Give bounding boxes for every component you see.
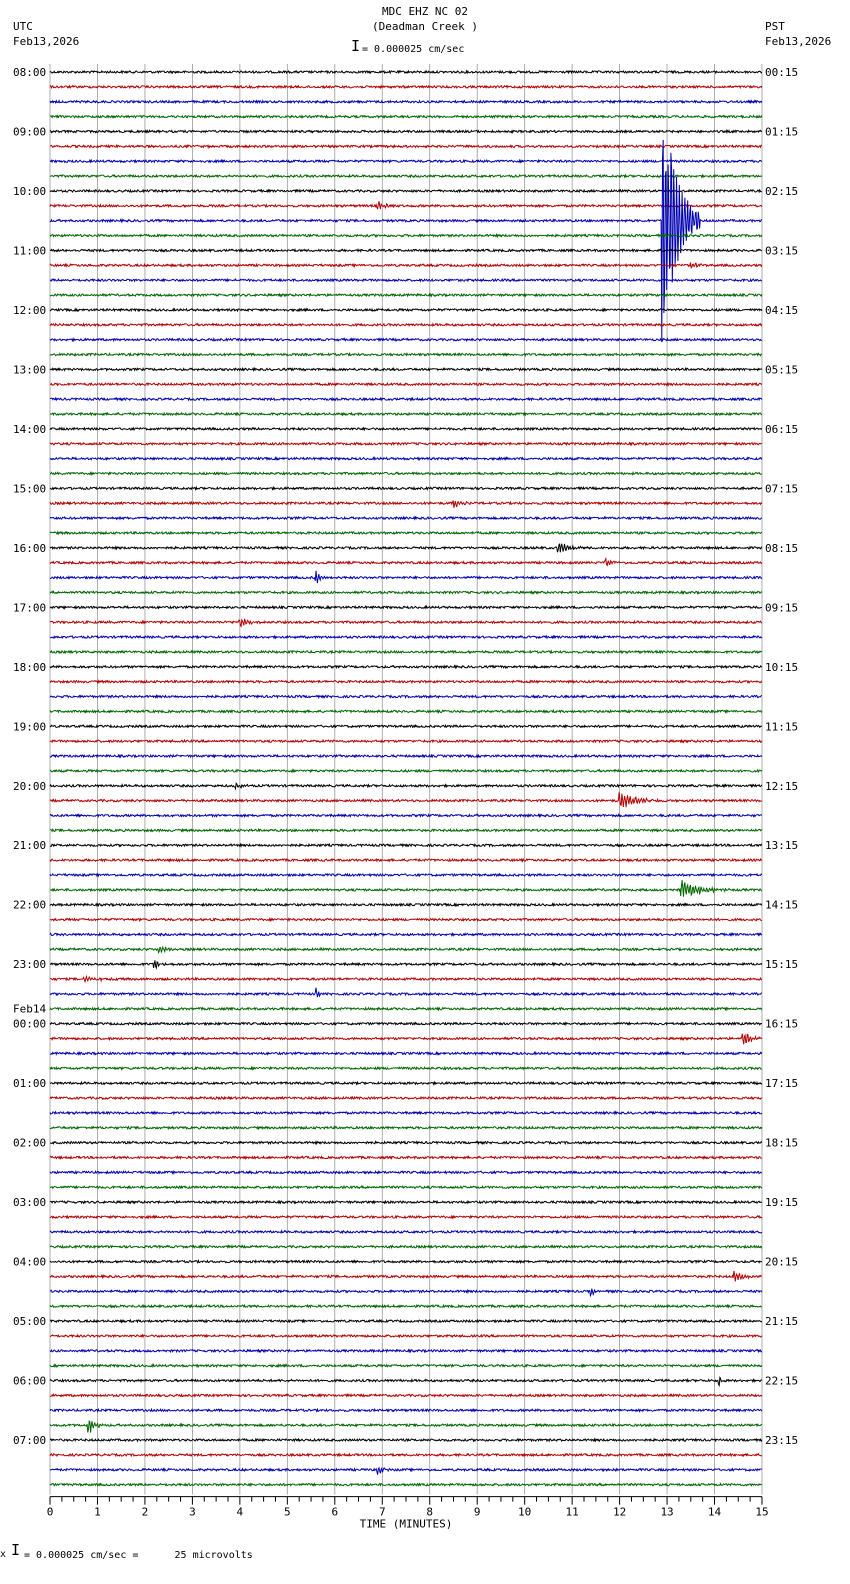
traces: [50, 71, 762, 1486]
trace-line: [50, 918, 762, 920]
trace-line: [50, 1112, 762, 1114]
trace-line: [50, 933, 762, 935]
trace-line: [50, 443, 762, 445]
trace-line: [50, 262, 762, 267]
utc-hour-label: 06:00: [13, 1374, 47, 1388]
grid-lines: [50, 64, 762, 1495]
trace-line: [50, 398, 762, 400]
left-date: Feb13,2026: [13, 35, 80, 48]
utc-hour-label: 16:00: [13, 541, 47, 555]
pst-hour-label: 17:15: [765, 1077, 799, 1091]
trace-line: [50, 783, 762, 788]
trace-line: [50, 1216, 762, 1218]
x-tick-label: 14: [707, 1505, 722, 1519]
pst-hour-label: 02:15: [765, 184, 799, 198]
pst-hour-label: 15:15: [765, 958, 799, 972]
pst-hour-label: 03:15: [765, 244, 799, 258]
trace-line: [50, 1008, 762, 1010]
trace-line: [50, 651, 762, 653]
x-tick-label: 2: [141, 1505, 149, 1519]
utc-hour-label: 22:00: [13, 898, 47, 912]
trace-line: [50, 190, 762, 192]
scale-bar-icon: I: [351, 37, 361, 55]
trace-line: [50, 309, 762, 311]
scale-label: = 0.000025 cm/sec: [362, 44, 465, 55]
pst-hour-label: 12:15: [765, 779, 799, 793]
date-change-label: Feb14: [13, 1002, 47, 1016]
trace-line: [50, 1421, 762, 1432]
trace-line: [50, 666, 762, 668]
trace-line: [50, 501, 762, 508]
footer-scale-mark: x: [0, 1549, 7, 1560]
trace-line: [50, 1127, 762, 1129]
right-timezone: PST: [765, 20, 785, 33]
pst-hour-label: 11:15: [765, 720, 799, 734]
pst-hour-label: 23:15: [765, 1434, 799, 1448]
trace-line: [50, 368, 762, 370]
utc-hour-label: 09:00: [13, 125, 47, 139]
trace-line: [50, 1305, 762, 1307]
trace-line: [50, 249, 762, 251]
utc-hour-label: 01:00: [13, 1077, 47, 1091]
trace-line: [50, 1439, 762, 1441]
x-tick-label: 13: [660, 1505, 674, 1519]
trace-line: [50, 487, 762, 489]
utc-hour-label: 15:00: [13, 482, 47, 496]
trace-line: [50, 1261, 762, 1263]
footer-scale-text: = 0.000025 cm/sec = 25 microvolts: [24, 1550, 253, 1561]
pst-hour-label: 05:15: [765, 363, 799, 377]
trace-line: [50, 1454, 762, 1456]
pst-hour-label: 19:15: [765, 1196, 799, 1210]
x-tick-label: 10: [518, 1505, 532, 1519]
x-tick-label: 5: [284, 1505, 291, 1519]
x-tick-label: 15: [755, 1505, 769, 1519]
trace-line: [50, 814, 762, 816]
x-tick-label: 3: [189, 1505, 196, 1519]
pst-hour-label: 13:15: [765, 839, 799, 853]
utc-hour-label: 10:00: [13, 184, 47, 198]
trace-line: [50, 1246, 762, 1248]
pst-hour-label: 21:15: [765, 1315, 799, 1329]
trace-line: [50, 977, 762, 982]
x-tick-label: 6: [331, 1505, 339, 1519]
pst-hour-label: 20:15: [765, 1255, 799, 1269]
left-timezone: UTC: [13, 20, 33, 33]
pst-hour-label: 06:15: [765, 422, 799, 436]
trace-line: [50, 339, 762, 341]
trace-line: [50, 695, 762, 697]
right-date: Feb13,2026: [765, 35, 832, 48]
pst-hour-label: 14:15: [765, 898, 799, 912]
x-axis: [47, 1497, 769, 1531]
utc-hour-label: 23:00: [13, 958, 47, 972]
trace-line: [50, 71, 762, 73]
trace-line: [50, 294, 762, 296]
x-tick-label: 11: [565, 1505, 579, 1519]
trace-line: [50, 86, 762, 88]
footer-scale-bar-icon: I: [11, 1541, 21, 1559]
pst-hour-label: 00:15: [765, 66, 799, 79]
utc-hour-label: 18:00: [13, 660, 47, 674]
trace-line: [50, 619, 762, 627]
x-tick-label: 9: [473, 1505, 481, 1519]
trace-line: [50, 960, 762, 968]
x-tick-label: 8: [426, 1505, 434, 1519]
trace-line: [50, 1023, 762, 1025]
trace-line: [50, 829, 762, 831]
trace-line: [50, 1142, 762, 1144]
utc-hour-label: 19:00: [13, 720, 47, 734]
trace-line: [50, 1409, 762, 1411]
trace-line: [50, 1067, 762, 1069]
trace-line: [50, 1320, 762, 1322]
trace-line: [50, 383, 762, 385]
trace-line: [50, 1034, 762, 1045]
utc-hour-label: 00:00: [13, 1017, 47, 1031]
trace-line: [50, 740, 762, 742]
trace-line: [50, 353, 762, 355]
trace-line: [50, 101, 762, 103]
trace-line: [50, 844, 762, 846]
trace-line: [50, 1377, 762, 1385]
trace-line: [50, 1484, 762, 1486]
utc-hour-label: 21:00: [13, 839, 47, 853]
trace-line: [50, 710, 762, 712]
trace-line: [50, 458, 762, 460]
x-tick-label: 0: [46, 1505, 54, 1519]
pst-hour-label: 22:15: [765, 1374, 799, 1388]
trace-line: [50, 532, 762, 534]
trace-line: [50, 279, 762, 281]
trace-line: [50, 947, 762, 953]
x-tick-label: 4: [236, 1505, 244, 1519]
trace-line: [50, 792, 762, 807]
station-location: (Deadman Creek ): [372, 20, 478, 33]
trace-line: [50, 1365, 762, 1367]
utc-hour-label: 05:00: [13, 1315, 47, 1329]
utc-hour-label: 04:00: [13, 1255, 47, 1269]
utc-hour-label: 07:00: [13, 1434, 47, 1448]
trace-line: [50, 591, 762, 593]
utc-hour-label: 11:00: [13, 244, 47, 258]
trace-line: [50, 140, 762, 342]
trace-line: [50, 1271, 762, 1282]
x-axis-title: TIME (MINUTES): [359, 1517, 453, 1531]
trace-line: [50, 1350, 762, 1352]
trace-line: [50, 606, 762, 608]
x-tick-label: 7: [378, 1505, 386, 1519]
pst-hour-label: 07:15: [765, 482, 799, 496]
pst-hour-label: 18:15: [765, 1136, 799, 1150]
utc-hour-label: 13:00: [13, 363, 47, 377]
utc-hour-label: 17:00: [13, 601, 47, 615]
trace-line: [50, 681, 762, 683]
pst-hour-label: 16:15: [765, 1017, 799, 1031]
trace-line: [50, 1201, 762, 1203]
trace-line: [50, 324, 762, 326]
trace-line: [50, 234, 762, 236]
trace-line: [50, 1394, 762, 1396]
station-title: MDC EHZ NC 02: [381, 5, 469, 18]
pst-hour-label: 08:15: [765, 541, 799, 555]
trace-line: [50, 1289, 762, 1296]
x-tick-label: 1: [94, 1505, 101, 1519]
trace-line: [50, 1082, 762, 1084]
trace-line: [50, 988, 762, 997]
trace-line: [50, 160, 762, 162]
trace-line: [50, 1186, 762, 1188]
trace-line: [50, 770, 762, 772]
utc-hour-label: 08:00: [13, 66, 47, 79]
trace-line: [50, 755, 762, 757]
trace-line: [50, 116, 762, 118]
utc-hour-label: 02:00: [13, 1136, 47, 1150]
utc-hour-label: 12:00: [13, 303, 47, 317]
trace-line: [50, 175, 762, 177]
trace-line: [50, 1468, 762, 1475]
trace-line: [50, 428, 762, 430]
trace-line: [50, 130, 762, 132]
pst-hour-label: 04:15: [765, 303, 799, 317]
trace-line: [50, 859, 762, 861]
pst-hour-label: 09:15: [765, 601, 799, 615]
trace-line: [50, 904, 762, 906]
trace-line: [50, 571, 762, 583]
trace-line: [50, 201, 762, 209]
x-tick-label: 12: [612, 1505, 627, 1519]
trace-line: [50, 1335, 762, 1337]
trace-line: [50, 1052, 762, 1054]
trace-line: [50, 517, 762, 519]
trace-line: [50, 1097, 762, 1099]
trace-line: [50, 145, 762, 147]
trace-line: [50, 636, 762, 638]
utc-hour-label: 03:00: [13, 1196, 47, 1210]
trace-line: [50, 472, 762, 474]
trace-line: [50, 544, 762, 552]
pst-hour-label: 10:15: [765, 660, 799, 674]
utc-hour-label: 14:00: [13, 422, 47, 436]
trace-line: [50, 725, 762, 727]
trace-line: [50, 1231, 762, 1233]
trace-line: [50, 1171, 762, 1173]
trace-line: [50, 1156, 762, 1158]
trace-line: [50, 413, 762, 415]
trace-line: [50, 559, 762, 566]
trace-line: [50, 880, 762, 896]
trace-line: [50, 874, 762, 876]
pst-hour-label: 01:15: [765, 125, 799, 139]
utc-hour-label: 20:00: [13, 779, 47, 793]
